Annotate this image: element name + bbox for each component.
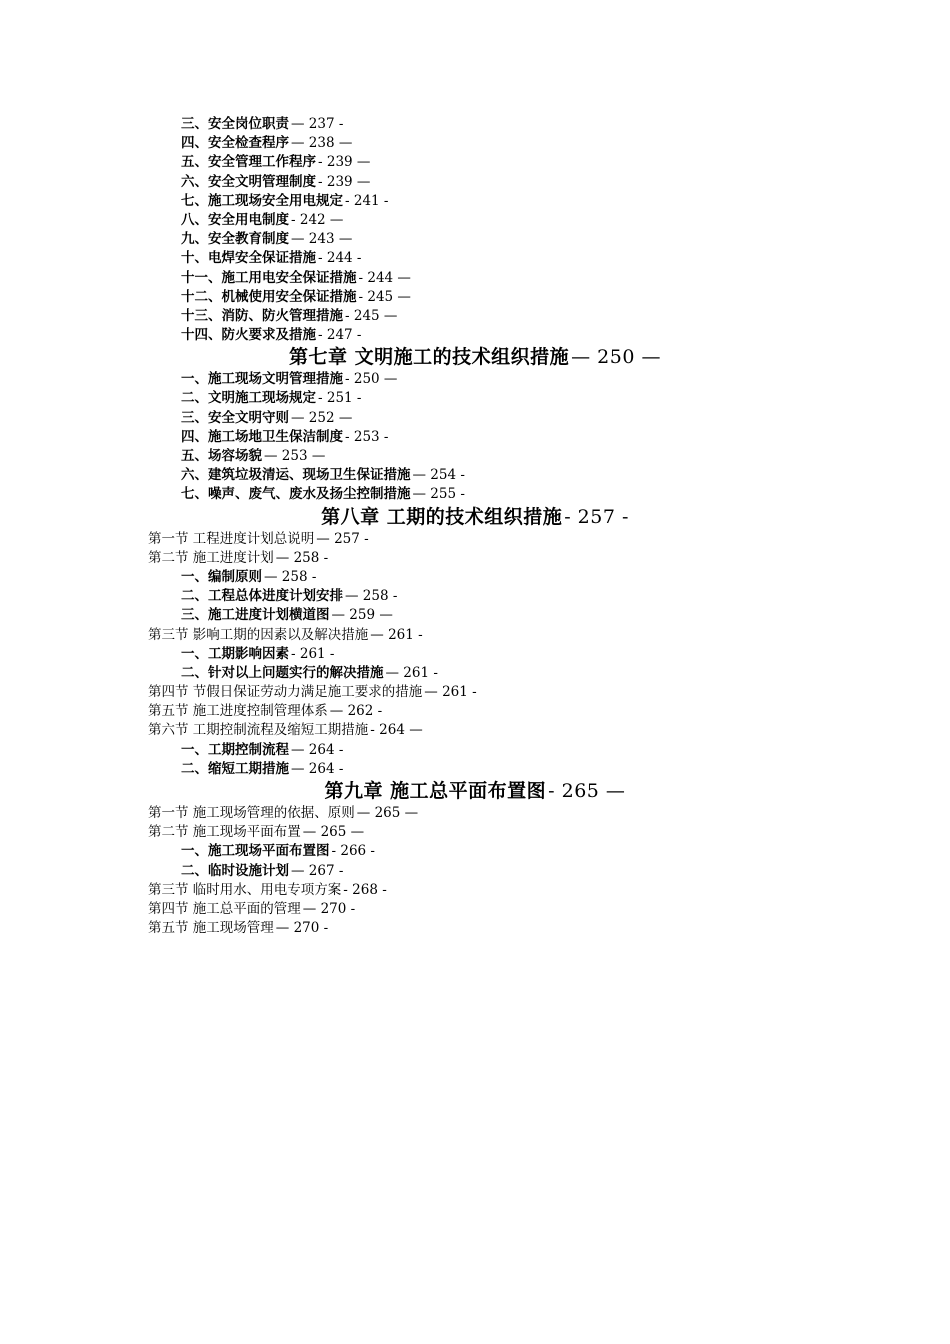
toc-subsection-entry[interactable] xyxy=(0,587,950,606)
toc-entry-title: 第五节 施工进度控制管理体系 xyxy=(148,703,328,720)
toc-entry-title: 九、安全教育制度 xyxy=(181,231,289,248)
toc-entry-title: 第九章 施工总平面布置图 xyxy=(324,780,547,802)
toc-entry-title: 六、建筑垃圾清运、现场卫生保证措施 xyxy=(181,467,411,484)
toc-entry-title: 第二节 施工进度计划 xyxy=(148,549,274,566)
toc-subsection-entry[interactable] xyxy=(0,249,950,268)
toc-chapter-heading[interactable] xyxy=(0,345,950,370)
toc-page-number: - 239 — xyxy=(318,173,371,190)
toc-page-number: — 265 — xyxy=(302,824,365,841)
toc-section-entry[interactable] xyxy=(0,702,950,721)
toc-page-number: - 264 — xyxy=(370,722,423,739)
toc-section-entry[interactable] xyxy=(0,530,950,549)
toc-section-entry[interactable] xyxy=(0,626,950,645)
toc-page-number: - 245 — xyxy=(358,288,411,305)
toc-page-number: — 258 - xyxy=(275,549,329,566)
toc-subsection-entry[interactable] xyxy=(0,664,950,683)
toc-entry-title: 六、安全文明管理制度 xyxy=(181,173,316,190)
toc-entry-title: 一、施工现场文明管理措施 xyxy=(181,371,343,388)
toc-subsection-entry[interactable] xyxy=(0,842,950,861)
toc-entry-title: 八、安全用电制度 xyxy=(181,211,289,228)
toc-section-entry[interactable] xyxy=(0,683,950,702)
toc-entry-title: 十二、机械使用安全保证措施 xyxy=(181,288,357,305)
toc-entry-title: 二、针对以上问题实行的解决措施 xyxy=(181,664,384,681)
toc-page-number: - 245 — xyxy=(345,307,398,324)
toc-page-number: — 267 - xyxy=(291,862,344,879)
toc-entry-title: 三、安全岗位职责 xyxy=(181,116,289,132)
toc-subsection-entry[interactable] xyxy=(0,326,950,345)
toc-entry-title: 一、施工现场平面布置图 xyxy=(181,843,330,860)
toc-page-number: — 258 - xyxy=(345,588,398,605)
toc-page-number: — 257 - xyxy=(316,530,369,547)
toc-entry-title: 第三节 临时用水、用电专项方案 xyxy=(148,881,342,898)
toc-subsection-entry[interactable] xyxy=(0,307,950,326)
toc-page-number: — 243 — xyxy=(291,231,353,248)
toc-entry-title: 十三、消防、防火管理措施 xyxy=(181,307,343,324)
toc-subsection-entry[interactable] xyxy=(0,447,950,466)
toc-entry-title: 第六节 工期控制流程及缩短工期措施 xyxy=(148,722,369,739)
toc-page-number: — 254 - xyxy=(412,467,465,484)
toc-entry-title: 第四节 施工总平面的管理 xyxy=(148,900,301,917)
toc-entry-title: 二、缩短工期措施 xyxy=(181,760,289,777)
toc-page-number: — 265 — xyxy=(356,805,419,821)
toc-subsection-entry[interactable] xyxy=(0,173,950,192)
toc-entry-title: 十一、施工用电安全保证措施 xyxy=(181,269,357,286)
toc-entry-title: 十、电焊安全保证措施 xyxy=(181,250,316,267)
toc-subsection-entry[interactable] xyxy=(0,466,950,485)
toc-page-number: - 244 - xyxy=(318,250,362,267)
toc-subsection-entry[interactable] xyxy=(0,269,950,288)
toc-page-number: — 270 - xyxy=(302,900,356,917)
toc-subsection-entry[interactable] xyxy=(0,428,950,447)
toc-subsection-entry[interactable] xyxy=(0,862,950,881)
toc-page-number: - 241 - xyxy=(345,192,389,209)
toc-page-number: — 261 - xyxy=(385,664,438,681)
toc-entry-title: 五、安全管理工作程序 xyxy=(181,154,316,171)
toc-page-number: - 266 - xyxy=(331,843,375,860)
toc-subsection-entry[interactable] xyxy=(0,741,950,760)
toc-entry-title: 第一节 施工现场管理的依据、原则 xyxy=(148,805,355,821)
toc-page-number: — 255 - xyxy=(412,486,465,503)
toc-subsection-entry[interactable] xyxy=(0,370,950,389)
toc-page-number: — 270 - xyxy=(275,920,329,937)
toc-page-number: - 265 — xyxy=(548,780,626,802)
toc-entry-title: 五、场容场貌 xyxy=(181,448,262,464)
toc-page-number: - 261 - xyxy=(291,645,335,662)
toc-section-entry[interactable] xyxy=(0,919,950,938)
toc-section-entry[interactable] xyxy=(0,721,950,740)
toc-entry-title: 第五节 施工现场管理 xyxy=(148,920,274,937)
toc-subsection-entry[interactable] xyxy=(0,568,950,587)
toc-entry-title: 第八章 工期的技术组织措施 xyxy=(321,505,563,528)
toc-page-number: — 261 - xyxy=(370,626,423,643)
toc-page-number: - 242 — xyxy=(291,211,344,228)
toc-subsection-entry[interactable] xyxy=(0,606,950,625)
toc-page-number: - 247 - xyxy=(318,327,362,344)
toc-subsection-entry[interactable] xyxy=(0,115,950,134)
toc-subsection-entry[interactable] xyxy=(0,645,950,664)
toc-entry-title: 二、工程总体进度计划安排 xyxy=(181,588,343,605)
toc-entry-title: 二、文明施工现场规定 xyxy=(181,390,316,407)
table-of-contents xyxy=(0,115,950,938)
toc-page-number: - 257 - xyxy=(564,505,629,528)
toc-subsection-entry[interactable] xyxy=(0,760,950,779)
toc-entry-title: 四、施工场地卫生保洁制度 xyxy=(181,428,343,445)
toc-entry-title: 第一节 工程进度计划总说明 xyxy=(148,530,315,547)
toc-page-number: - 239 — xyxy=(318,154,371,171)
toc-page-number: — 264 - xyxy=(291,741,344,758)
toc-subsection-entry[interactable] xyxy=(0,288,950,307)
toc-page-number: — 258 - xyxy=(264,568,317,585)
toc-entry-title: 一、工期控制流程 xyxy=(181,741,289,758)
toc-page-number: - 250 — xyxy=(345,371,398,388)
toc-page-number: — 237 - xyxy=(291,116,344,132)
toc-page-number: - 244 — xyxy=(358,269,411,286)
toc-page-number: - 251 - xyxy=(318,390,362,407)
toc-subsection-entry[interactable] xyxy=(0,211,950,230)
toc-chapter-heading[interactable] xyxy=(0,505,950,530)
toc-entry-title: 第七章 文明施工的技术组织措施 xyxy=(289,346,570,369)
toc-entry-title: 十四、防火要求及措施 xyxy=(181,327,316,344)
toc-subsection-entry[interactable] xyxy=(0,389,950,408)
toc-section-entry[interactable] xyxy=(0,881,950,900)
toc-entry-title: 二、临时设施计划 xyxy=(181,862,289,879)
toc-section-entry[interactable] xyxy=(0,804,950,823)
toc-page-number: — 250 — xyxy=(571,346,661,369)
toc-section-entry[interactable] xyxy=(0,900,950,919)
toc-entry-title: 一、编制原则 xyxy=(181,568,262,585)
toc-entry-title: 一、工期影响因素 xyxy=(181,645,289,662)
toc-subsection-entry[interactable] xyxy=(0,230,950,249)
toc-page-number: — 253 — xyxy=(264,448,326,464)
toc-page-number: — 264 - xyxy=(291,760,344,777)
toc-entry-title: 四、安全检查程序 xyxy=(181,135,289,152)
toc-page-number: — 259 — xyxy=(331,607,393,624)
toc-page-number: — 238 — xyxy=(291,135,353,152)
toc-subsection-entry[interactable] xyxy=(0,134,950,153)
toc-subsection-entry[interactable] xyxy=(0,409,950,428)
toc-entry-title: 七、施工现场安全用电规定 xyxy=(181,192,343,209)
toc-subsection-entry[interactable] xyxy=(0,153,950,172)
toc-page-number: — 252 — xyxy=(291,409,353,426)
toc-entry-title: 三、施工进度计划横道图 xyxy=(181,607,330,624)
toc-section-entry[interactable] xyxy=(0,549,950,568)
toc-page-number: - 253 - xyxy=(345,428,389,445)
toc-entry-title: 第四节 节假日保证劳动力满足施工要求的措施 xyxy=(148,684,423,701)
toc-subsection-entry[interactable] xyxy=(0,192,950,211)
toc-entry-title: 第三节 影响工期的因素以及解决措施 xyxy=(148,626,369,643)
toc-entry-title: 七、噪声、废气、废水及扬尘控制措施 xyxy=(181,486,411,503)
toc-page-number: - 268 - xyxy=(343,881,387,898)
toc-entry-title: 三、安全文明守则 xyxy=(181,409,289,426)
toc-section-entry[interactable] xyxy=(0,823,950,842)
toc-page-number: — 262 - xyxy=(329,703,383,720)
toc-chapter-heading[interactable] xyxy=(0,779,950,804)
toc-entry-title: 第二节 施工现场平面布置 xyxy=(148,824,301,841)
toc-page-number: — 261 - xyxy=(424,684,477,701)
toc-subsection-entry[interactable] xyxy=(0,485,950,504)
